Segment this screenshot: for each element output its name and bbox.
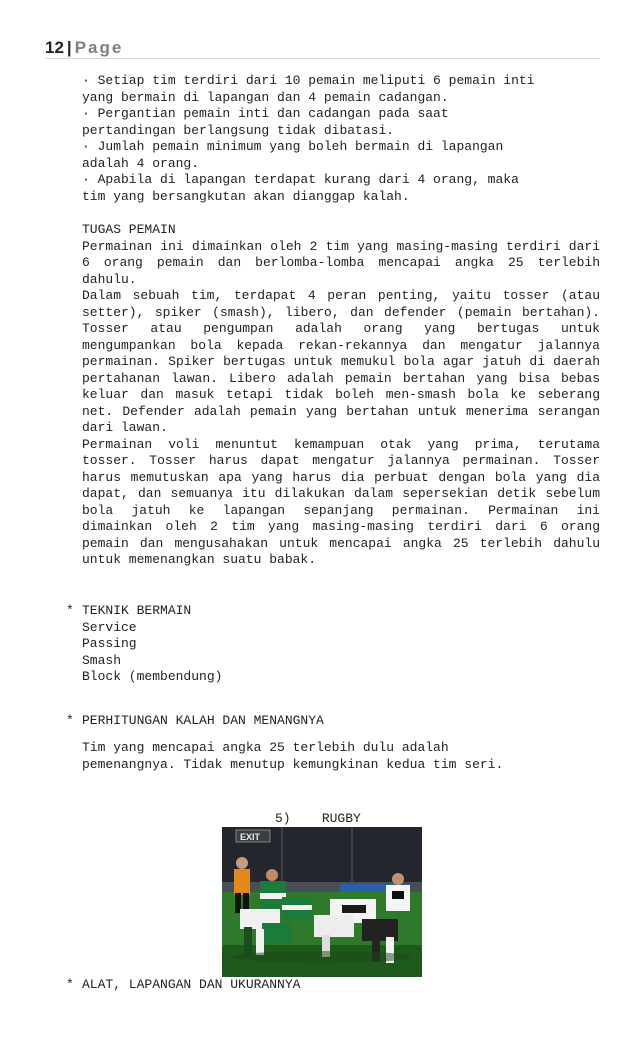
rule-2-line-1: · Pergantian pemain inti dan cadangan pada saat [82,106,449,121]
tugas-paragraph-1: Permainan ini dimainkan oleh 2 tim yang masing-masing terdiri dari 6 orang pemain dan berlomba-lomba mencapai angka 25 terlebih dahulu. [82,238,600,287]
page-header [45,38,123,58]
rugby-photo [222,827,422,977]
perhitungan-body [82,740,600,773]
header-rule [45,58,600,59]
alat-heading: ALAT, LAPANGAN DAN UKURANNYA [82,977,301,992]
rules-list [82,73,600,205]
tugas-paragraph-3: Permainan voli menuntut kemampuan otak yang prima, terutama tosser. Tosser harus dapat mengatur jalannya permainan. Tosser harus memutuskan apa yang harus dia perbuat dengan bola yang dia dapat, dan semuanya itu dilakukan dalam sepersekian detik sebelum bola jatuh ke lapangan sepanjang permainan. Permainan ini dimainkan oleh 2 tim yang masing-masing terdiri dari 6 orang pemain dan mengusahakan untuk mencapai angka 25 terlebih dahulu untuk memenangkan suatu babak. [82,436,600,567]
teknik-item: Service [82,619,137,635]
rule-4-line-1: · Apabila di lapangan terdapat kurang dari 4 orang, maka [82,172,519,187]
teknik-heading: TEKNIK BERMAIN [82,603,192,618]
teknik-item: Smash [82,652,122,668]
perhitungan-bullet: * [66,713,74,728]
rule-3-line-1: · Jumlah pemain minimum yang boleh bermain di lapangan [82,139,504,154]
rule-3-line-2: adalah 4 orang. [82,155,200,171]
teknik-item: Passing [82,636,137,651]
rugby-number: 5) [275,811,291,826]
page-number: 12 [45,38,64,57]
perhitungan-line-1: Tim yang mencapai angka 25 terlebih dulu adalah [82,740,449,755]
perhitungan-heading: PERHITUNGAN KALAH DAN MENANGNYA [82,713,324,728]
exit-sign: EXIT [240,832,261,842]
tugas-heading: TUGAS PEMAIN [82,222,176,237]
rugby-title: RUGBY [321,811,361,826]
header-separator: | [66,38,72,57]
rule-4-line-2: tim yang bersangkutan akan dianggap kalah. [82,188,410,204]
perhitungan-line-2: pemenangnya. Tidak menutup kemungkinan kedua tim seri. [82,756,504,772]
rugby-caption [275,811,361,828]
teknik-section [82,603,600,686]
rule-1-line-1: · Setiap tim terdiri dari 10 pemain meliputi 6 pemain inti [82,73,535,88]
rule-2-line-2: pertandingan berlangsung tidak dibatasi. [82,122,395,138]
rugby-scrum-illustration [222,827,422,977]
teknik-bullet: * [66,603,74,618]
alat-bullet: * [66,977,74,992]
tugas-section [82,222,600,569]
page-label: Page [74,38,124,57]
teknik-item: Block (membendung) [82,669,223,684]
tugas-paragraph-2: Dalam sebuah tim, terdapat 4 peran penting, yaitu tosser (atau setter), spiker (smash), libero, dan defender (pemain bertahan). Tosser atau pengumpan adalah orang yang bertugas untuk mengumpankan bola kepada rekan-rekannya dan mengatur jalannya permainan. Spiker bertugas untuk memukul bola agar jatuh di daerah pertahanan lawan. Libero adalah pemain bertahan yang bisa bebas keluar dan masuk tetapi tidak boleh men-smash bola ke seberang net. Defender adalah pemain yang bertahan untuk menerima serangan dari lawan. [82,288,600,435]
rule-1-line-2: yang bermain di lapangan dan 4 pemain cadangan. [82,89,449,105]
